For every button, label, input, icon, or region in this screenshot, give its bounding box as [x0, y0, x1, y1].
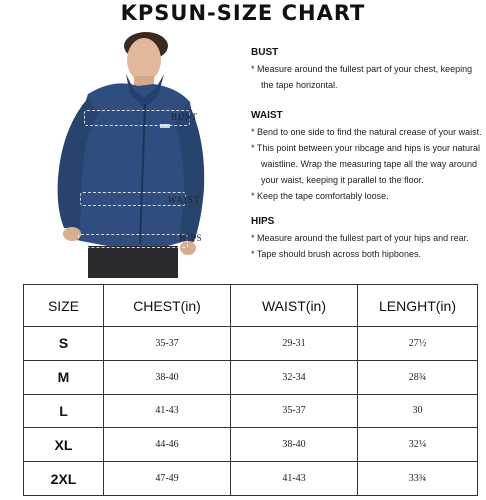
waist-instructions	[251, 108, 483, 204]
hips-heading: HIPS	[251, 216, 275, 227]
table-header-row	[24, 285, 478, 327]
table-row	[24, 462, 478, 496]
chest-cell: 35-37	[104, 327, 231, 361]
chest-cell: 41-43	[104, 394, 231, 428]
table-row	[24, 428, 478, 462]
size-cell: L	[24, 394, 104, 428]
table-row	[24, 327, 478, 361]
bust-label: BUST	[171, 112, 199, 122]
table-row	[24, 360, 478, 394]
length-cell: 32¼	[358, 428, 478, 462]
header-waist: WAIST(in)	[231, 285, 358, 327]
waist-line: waistline. Wrap the measuring tape all the way around	[261, 159, 477, 169]
bust-line: the tape horizontal.	[261, 80, 338, 90]
size-cell: S	[24, 327, 104, 361]
header-length: LENGHT(in)	[358, 285, 478, 327]
bust-heading: BUST	[251, 47, 279, 58]
bust-line: * Measure around the fullest part of your chest, keeping	[251, 64, 473, 74]
waist-heading: WAIST	[251, 110, 283, 121]
hips-line: * Tape should brush across both hipbones.	[251, 249, 421, 259]
size-table	[23, 284, 478, 496]
length-cell: 28¾	[358, 360, 478, 394]
chest-cell: 47-49	[104, 462, 231, 496]
waist-cell: 29-31	[231, 327, 358, 361]
waist-line: * Bend to one side to find the natural crease of your waist.	[251, 127, 482, 137]
hips-instructions	[251, 214, 483, 262]
chest-cell: 38-40	[104, 360, 231, 394]
bust-instructions	[251, 45, 483, 93]
page-title: KPSUN-SIZE CHART	[120, 1, 366, 25]
length-cell: 27½	[358, 327, 478, 361]
waist-line: * This point between your ribcage and hips is your natural	[251, 143, 480, 153]
chest-cell: 44-46	[104, 428, 231, 462]
waist-cell: 32-34	[231, 360, 358, 394]
waist-cell: 35-37	[231, 394, 358, 428]
hips-guide	[78, 234, 188, 248]
header-size: SIZE	[24, 285, 104, 327]
waist-cell: 38-40	[231, 428, 358, 462]
size-cell: 2XL	[24, 462, 104, 496]
waist-label: WAIST	[168, 195, 201, 205]
header-chest: CHEST(in)	[104, 285, 231, 327]
length-cell: 33¾	[358, 462, 478, 496]
waist-cell: 41-43	[231, 462, 358, 496]
waist-line: * Keep the tape comfortably loose.	[251, 191, 389, 201]
table-row	[24, 394, 478, 428]
hips-line: * Measure around the fullest part of your hips and rear.	[251, 233, 469, 243]
length-cell: 30	[358, 394, 478, 428]
hips-label: HIPS	[179, 233, 203, 243]
size-cell: M	[24, 360, 104, 394]
waist-line: your waist, keeping it parallel to the floor.	[261, 175, 424, 185]
size-cell: XL	[24, 428, 104, 462]
